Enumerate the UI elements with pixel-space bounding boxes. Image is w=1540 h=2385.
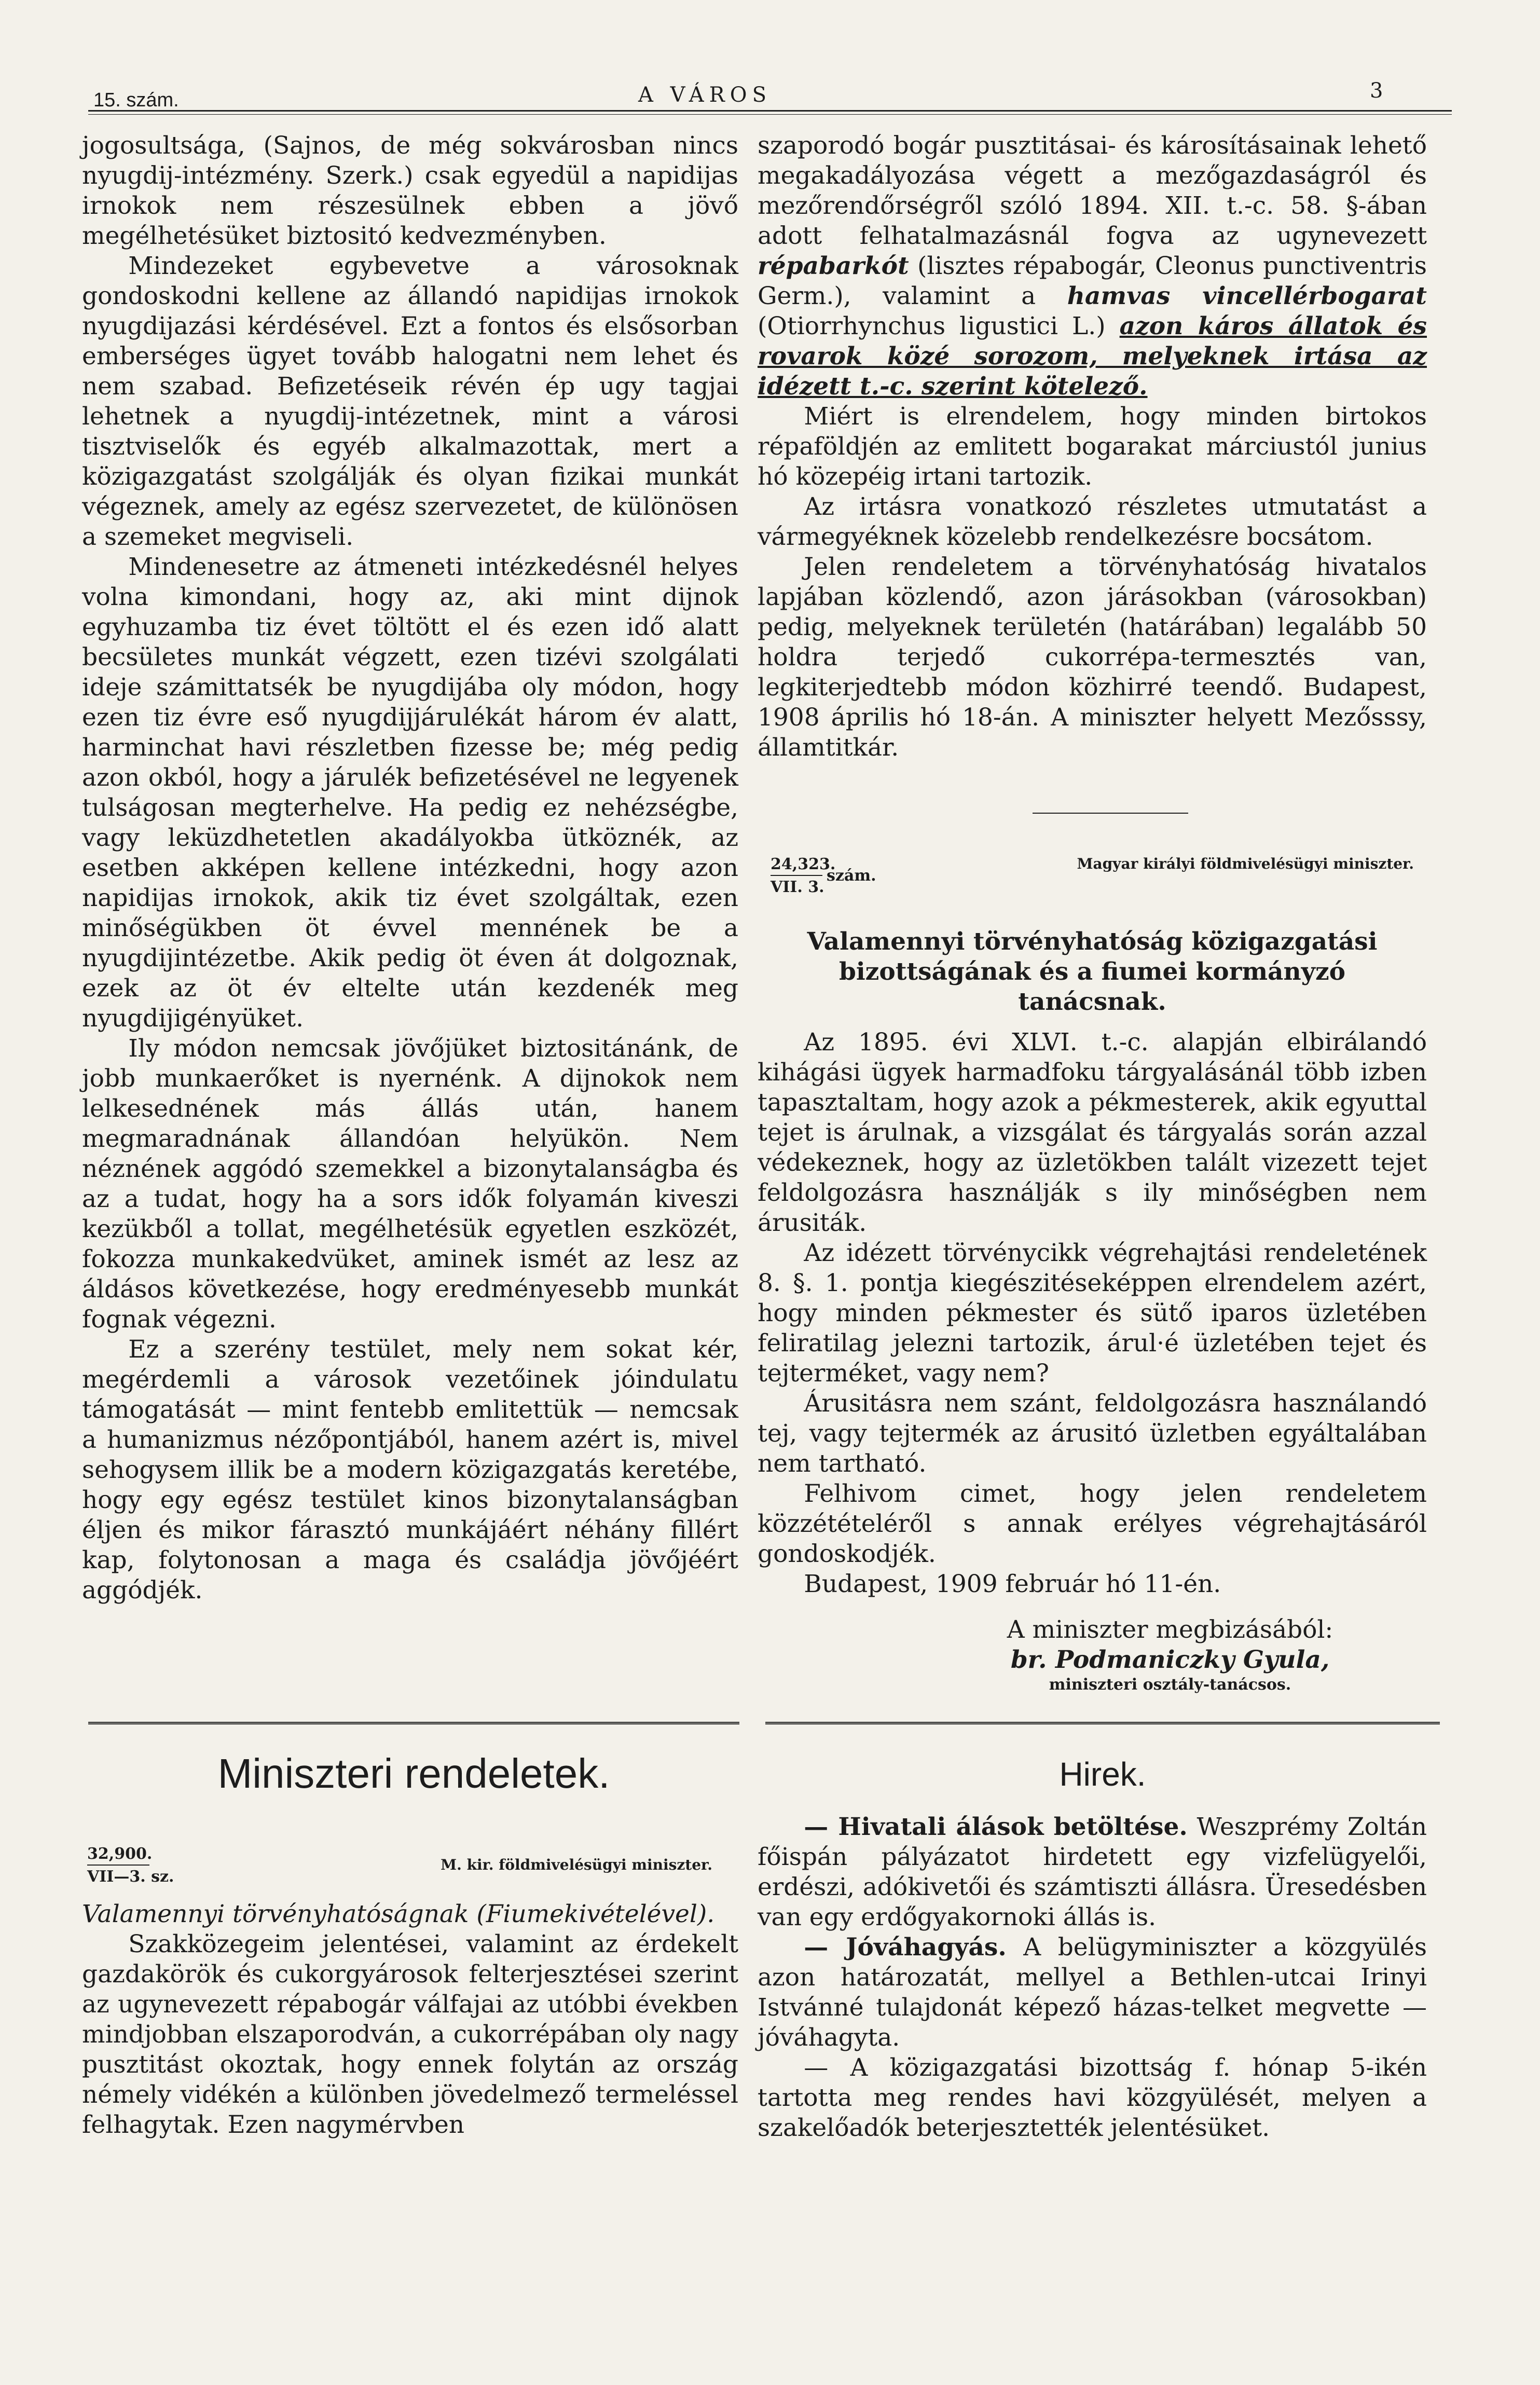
- decree-separator: [1033, 813, 1188, 814]
- header-rule: [88, 110, 1452, 112]
- section-title-decrees: Miniszteri rendeletek.: [217, 1750, 610, 1797]
- decree-paragraph: Szakközegeim jelentései, valamint az érdekelt gazdakörök és cukorgyárosok felterjesztései szerint az ugynevezett répabogár válfajai az utóbbi években mindjobban elszaporodván, a cukorrépában oly nagy pusztitást okoztak, hogy ennek folytán az ország némely vidékén a különben jövedelmező termeléssel felhagytak. Ezen nagymérvben: [82, 1930, 738, 2139]
- article-paragraph: Ily módon nemcsak jövőjüket biztositánánk, de jobb munkaerőket is nyernénk. A dijnokok nem lelkesednének más állás után, hanem megmaradnának állandóan helyükön. Nem néznének aggódó szemekkel a bizonytalanságba és az a tudat, hogy ha a sors idők folyamán kiveszi kezükből a tollat, megélhetésük egyetlen eszközét, fokozza munkakedvüket, aminek ismét az lesz az áldásos következése, hogy eredményesebb munkát fognak végezni.: [82, 1034, 738, 1334]
- decree-ref-number: 32,900.: [87, 1845, 153, 1863]
- decree-paragraph: Árusitásra nem szánt, feldolgozásra használandó tej, vagy tejtermék az árusitó üzletben egyáltalában nem tartható.: [758, 1389, 1427, 1478]
- decree-ministry: M. kir. földmivelésügyi miniszter.: [441, 1856, 712, 1873]
- decree-paragraph: Az irtásra vonatkozó részletes utmutatást a vármegyéknek közelebb rendelkezésre bocsátom.: [758, 492, 1427, 551]
- decree2-ref-sub: VII. 3.: [771, 878, 824, 896]
- section-title-news: Hirek.: [1059, 1756, 1146, 1793]
- news-item: — Hivatali álások betöltése. Weszprémy Zoltán főispán pályázatot hirdetett egy vizfelügyelői, erdészi, adókivetői és számtiszti állásra. Üresedésben van egy erdőgyakornoki állás is.: [758, 1813, 1427, 1931]
- page-number: 3: [1370, 79, 1383, 103]
- article-paragraph: Mindezeket egybevetve a városoknak gondoskodni kellene az állandó napidijas irnokok nyugdijazási kérdésével. Ezt a fontos és elsősorban emberséges ügyet tovább halogatni nem lehet és nem szabad. Befizetéseik révén ép ugy tagjai lehetnek a nyugdij-intézetnek, mint a városi tisztviselők és egyéb alkalmazottak, mert a közigazgatást szolgálják és olyan fizikai munkát végeznek, amely az egész szervezetet, de különösen a szemeket megviseli.: [82, 252, 738, 551]
- decree2-ref-word: szám.: [827, 867, 876, 885]
- article-right-column: [758, 131, 1427, 763]
- decree-addressee: Valamennyi törvényhatóságnak (Fiumekivételével).: [82, 1900, 715, 1928]
- article-paragraph: Ez a szerény testület, mely nem sokat kér, megérdemli a városok vezetőinek jóindulatu támogatását — mint fentebb emlitettük — nemcsak a humanizmus nézőpontjából, hanem azért is, mivel sehogysem illik be a modern közigazgatás keretébe, hogy egy egész testület kinos bizonytalanságban éljen és mikor fárasztó munkájáért néhány fillért kap, folytonosan a maga és családja jövőjéért aggódjék.: [82, 1335, 738, 1605]
- section-divider-left: [88, 1722, 739, 1724]
- decree2-ministry: Magyar királyi földmivelésügyi miniszter.: [1077, 855, 1414, 872]
- ref-rule: [87, 1865, 149, 1866]
- decree2-body: [758, 927, 1427, 1695]
- article-left-column: [82, 131, 738, 1606]
- article-paragraph: jogosultsága, (Sajnos, de még sokvárosban nincs nyugdij-intézmény. Szerk.) csak egyedül a napidijas irnokok nem részesülnek ebben a jövő megélhetésüket biztositó kedvezményben.: [82, 131, 738, 250]
- decree2-ref-number: 24,323.: [771, 855, 836, 873]
- signer-name: br. Podmaniczky Gyula,: [1010, 1646, 1330, 1674]
- section-divider-right: [765, 1722, 1440, 1724]
- news-item: — Jóváhagyás. A belügyminiszter a közgyülés azon határozatát, mellyel a Bethlen-utcai Irinyi Istvánné tulajdonát képező házas-telket megvette — jóváhagyta.: [758, 1933, 1427, 2052]
- decree2-addressee: Valamennyi törvényhatóság közigazgatási bizottságának és a fiumei kormányzó tanácsnak.: [807, 927, 1378, 1016]
- decree-body-left: [82, 1899, 738, 2140]
- decree-date: Budapest, 1909 február hó 11-én.: [804, 1570, 1221, 1598]
- decree-paragraph: Jelen rendeletem a törvényhatóság hivatalos lapjában közlendő, azon járásokban (városokban) pedig, melyeknek területén (határában) legalább 50 holdra terjedő cukorrépa-termesztés van, legkiterjedtebb módon közhirré teendő. Budapest, 1908 április hó 18-án. A miniszter helyett Mezősssy, államtitkár.: [758, 553, 1427, 762]
- decree-paragraph: Felhivom cimet, hogy jelen rendeletem közzétételéről s annak erélyes végrehajtásáról gondoskodjék.: [758, 1479, 1427, 1568]
- signer-title: miniszteri osztály-tanácsos.: [1049, 1676, 1291, 1694]
- news-column: [758, 1812, 1427, 2143]
- ref-rule: [771, 875, 822, 876]
- decree-header-left: [82, 1845, 738, 1889]
- issue-number: 15. szám.: [93, 89, 179, 111]
- decree-ref-sub: VII—3. sz.: [87, 1868, 174, 1886]
- article-paragraph: Mindenesetre az átmeneti intézkedésnél helyes volna kimondani, hogy az, aki mint dijnok egyhuzamba tiz évet töltött el és ezen idő alatt becsületes munkát végzett, ezen tizévi szolgálati ideje számittatsék be nyugdijába oly módon, hogy ezen tiz évre eső nyugdijjárulékát három év alatt, harminchat havi részletben fizesse be; még pedig azon okból, hogy a járulék befizetésével ne legyenek tulságosan megterhelve. Ha pedig ez nehézségbe, vagy leküzdhetetlen akadályokba ütköznék, az esetben akképen kellene intézkedni, hogy azon napidijas irnokok, akik tiz évet szolgáltak, ezen minőségükben öt évvel mennének be a nyugdijintézetbe. Akik pedig öt éven át dolgoznak, ezek az öt év eltelte után kezdenék meg nyugdijigényüket.: [82, 553, 738, 1033]
- decree-paragraph: Miért is elrendelem, hogy minden birtokos répaföldjén az emlitett bogarakat márciustól junius hó közepéig irtani tartozik.: [758, 402, 1427, 491]
- decree-continuation: szaporodó bogár pusztitásai- és károsításainak lehető megakadályozása végett a mezőgazdaságról és mezőrendőrségről szóló 1894. XII. t.-c. 58. §-ában adott felhatalmazásnál fogva az ugynevezett répabarkót (lisztes répabogár, Cleonus punctiventris Germ.), valamint a hamvas vincellérbogarat (Otiorrhynchus ligustici L.) azon káros állatok és rovarok közé sorozom, melyeknek irtása az idézett t.-c. szerint kötelező.: [758, 131, 1427, 401]
- news-item: — A közigazgatási bizottság f. hónap 5-ikén tartotta meg rendes havi közgyülését, melyen a szakelőadók beterjesztették jelentésüket.: [758, 2053, 1427, 2142]
- signature-line: A miniszter megbizásából:: [1007, 1615, 1333, 1644]
- decree-paragraph: Az 1895. évi XLVI. t.-c. alapján elbirálandó kihágási ügyek harmadfoku tárgyalásánál több izben tapasztaltam, hogy azok a pékmesterek, akik egyuttal tejet is árulnak, a vizsgálat és tárgyalás során azzal védekeznek, hogy az üzletökben talált vizezett tejet feldolgozásra használják s ily minőségben nem árusiták.: [758, 1028, 1427, 1237]
- journal-title: A VÁROS: [638, 83, 772, 107]
- decree-header-right: [765, 855, 1429, 907]
- header-rule-thin: [88, 114, 1452, 115]
- decree-paragraph: Az idézett törvénycikk végrehajtási rendeletének 8. §. 1. pontja kiegészitéseképpen elrendelem azért, hogy minden pékmester és sütő iparos üzletében feliratilag jelezni tartozik, árul·é üzletében tejet és tejterméket, vagy nem?: [758, 1239, 1427, 1388]
